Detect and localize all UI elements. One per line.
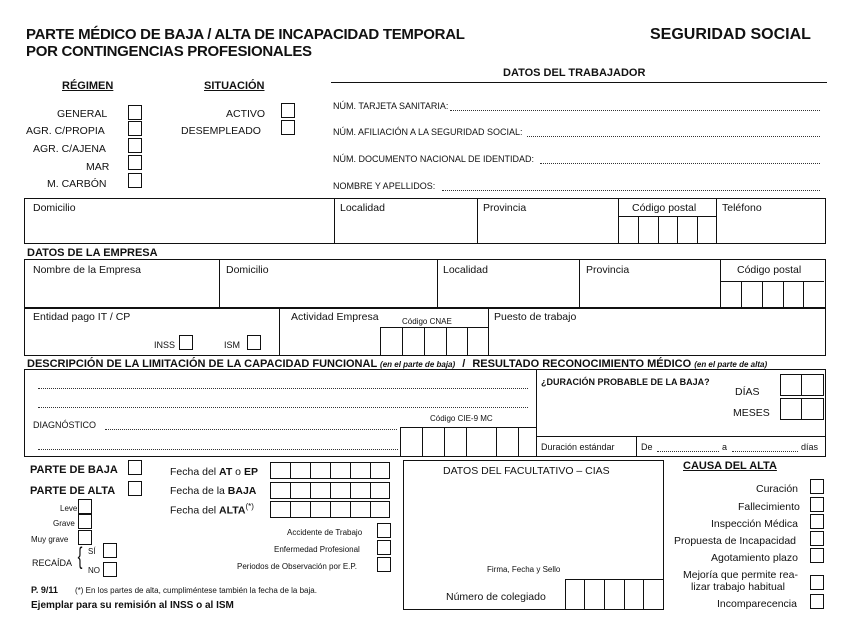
duracion-a-field[interactable] [732,451,798,452]
causa-propuesta-label: Propuesta de Incapacidad [674,535,797,547]
firma-label: Firma, Fecha y Sello [487,565,561,574]
colegiado-label: Número de colegiado [446,591,546,603]
cie-cells[interactable] [402,429,534,453]
trabajador-cp-cells[interactable] [620,218,715,242]
muy-grave-label: Muy grave [31,535,69,544]
nombre-label: NOMBRE Y APELLIDOS: [333,181,436,191]
causa-inspeccion-checkbox[interactable] [810,514,824,529]
ism-checkbox[interactable] [247,335,261,350]
form-code: P. 9/11 [31,585,58,595]
inss-checkbox[interactable] [179,335,193,350]
recaida-label: RECAÍDA [32,558,73,568]
periodos-label: Periodos de Observación por E.P. [237,562,357,571]
cie-label: Código CIE-9 MC [430,414,493,423]
entidad-label: Entidad pago IT / CP [33,311,131,323]
limitacion-heading-text: DESCRIPCIÓN DE LA LIMITACIÓN DE LA CAPACIDAD FUNCIONAL [27,358,377,370]
cnae-label: Código CNAE [402,317,452,326]
regimen-carbon-checkbox[interactable] [128,173,142,188]
brand-seguridad-social: SEGURIDAD SOCIAL [650,26,811,43]
dias-cell-1[interactable] [780,374,802,396]
trabajador-telefono-label: Teléfono [722,202,762,214]
duracion-question: ¿DURACIÓN PROBABLE DE LA BAJA? [541,377,710,387]
empresa-nombre-label: Nombre de la Empresa [33,264,141,276]
inss-label: INSS [154,340,176,350]
regimen-general-label: GENERAL [57,108,108,120]
footer-note: (*) En los partes de alta, cumpliméntese también la fecha de la baja. [75,586,317,595]
form-title-line2: POR CONTINGENCIAS PROFESIONALES [26,43,312,60]
dni-label: NÚM. DOCUMENTO NACIONAL DE IDENTIDAD: [333,154,535,164]
limitacion-line-1[interactable] [38,388,528,389]
afiliacion-field[interactable] [527,136,820,137]
resultado-heading-note: (en el parte de alta) [694,360,768,369]
regimen-agr-ajena-label: AGR. C/AJENA [33,143,106,155]
recaida-no-label: NO [88,566,100,575]
regimen-heading: RÉGIMEN [62,80,114,92]
enfermedad-checkbox[interactable] [377,540,391,555]
empresa-cp-cells[interactable] [722,283,822,306]
recaida-brace: { [77,543,83,570]
trabajador-heading: DATOS DEL TRABAJADOR [503,67,646,79]
situacion-activo-checkbox[interactable] [281,103,295,118]
fecha-at-b2: EP [243,466,258,478]
fecha-at-pre: Fecha del [170,466,220,478]
accidente-checkbox[interactable] [377,523,391,538]
duracion-a-label: a [722,442,728,452]
enfermedad-label: Enfermedad Profesional [274,545,360,554]
trabajador-cp-label: Código postal [632,202,697,214]
colegiado-cells[interactable] [567,581,661,607]
grave-label: Grave [53,519,75,528]
cnae-cells[interactable] [382,329,486,353]
tarjeta-label: NÚM. TARJETA SANITARIA: [333,101,449,111]
parte-baja-label: PARTE DE BAJA [30,464,118,476]
regimen-agr-ajena-checkbox[interactable] [128,138,142,153]
causa-curacion-label: Curación [756,483,799,495]
causa-agotamiento-label: Agotamiento plazo [711,552,798,564]
dias-cell-2[interactable] [801,374,824,396]
causa-curacion-checkbox[interactable] [810,479,824,494]
recaida-si-checkbox[interactable] [103,543,117,558]
grave-checkbox[interactable] [78,514,92,529]
causa-incomparecencia-checkbox[interactable] [810,594,824,609]
meses-cell-1[interactable] [780,398,802,420]
limitacion-separator: / [462,358,466,370]
afiliacion-label: NÚM. AFILIACIÓN A LA SEGURIDAD SOCIAL: [333,127,523,137]
actividad-label: Actividad Empresa [291,311,379,323]
parte-alta-label: PARTE DE ALTA [30,485,116,497]
duracion-std-label: Duración estándar [541,442,615,452]
limitacion-line-2[interactable] [38,407,528,408]
facultativo-heading: DATOS DEL FACULTATIVO – CIAS [443,465,610,477]
fecha-alta-sup: (*) [245,502,254,511]
dni-field[interactable] [540,163,820,164]
duracion-de-label: De [641,442,653,452]
regimen-agr-propia-label: AGR. C/PROPIA [26,125,105,137]
meses-cell-2[interactable] [801,398,824,420]
causa-incomparecencia-label: Incomparecencia [717,598,797,610]
fecha-baja-pre: Fecha de la [170,485,228,497]
periodos-checkbox[interactable] [377,557,391,572]
dias-label: DÍAS [735,386,760,398]
fecha-at-label [170,466,258,478]
causa-mejoria-checkbox[interactable] [810,575,824,590]
regimen-mar-label: MAR [86,161,110,173]
fecha-alta-label [170,502,254,517]
causa-inspeccion-label: Inspección Médica [711,518,798,530]
trabajador-provincia-label: Provincia [483,202,527,214]
situacion-heading: SITUACIÓN [204,80,265,92]
causa-agotamiento-checkbox[interactable] [810,548,824,563]
causa-heading: CAUSA DEL ALTA [683,460,777,472]
leve-checkbox[interactable] [78,499,92,514]
diagnostico-line-2[interactable] [38,449,398,450]
trabajador-domicilio-label: Domicilio [33,202,76,214]
situacion-activo-label: ACTIVO [226,108,266,120]
footer-ejemplar: Ejemplar para su remisión al INSS o al ISM [31,600,234,611]
limitacion-heading-note: (en el parte de baja) [380,360,456,369]
empresa-cp-label: Código postal [737,264,802,276]
accidente-label: Accidente de Trabajo [287,528,363,537]
fecha-at-b: AT [219,466,233,478]
recaida-si-label: SÍ [88,547,96,556]
causa-propuesta-checkbox[interactable] [810,531,824,546]
causa-fallecimiento-checkbox[interactable] [810,497,824,512]
causa-fallecimiento-label: Fallecimiento [738,501,800,513]
empresa-provincia-label: Provincia [586,264,630,276]
diagnostico-line-1[interactable] [105,429,397,430]
fecha-baja-label [170,485,256,497]
ism-label: ISM [224,340,241,350]
duracion-dias-label: días [801,442,819,452]
regimen-general-checkbox[interactable] [128,105,142,120]
form-title-line1: PARTE MÉDICO DE BAJA / ALTA DE INCAPACIDAD TEMPORAL [26,26,465,43]
empresa-row1 [24,259,826,309]
empresa-localidad-label: Localidad [443,264,488,276]
fecha-alta-pre: Fecha del [170,504,220,517]
fecha-alta-b: ALTA [219,504,246,517]
fecha-at-mid: o [232,466,244,478]
parte-alta-checkbox[interactable] [128,481,142,496]
nombre-field[interactable] [442,190,820,191]
duracion-de-field[interactable] [657,451,719,452]
regimen-carbon-label: M. CARBÓN [47,178,107,190]
situacion-desempleado-label: DESEMPLEADO [181,125,261,137]
resultado-heading-text: RESULTADO RECONOCIMIENTO MÉDICO [472,358,692,370]
parte-baja-checkbox[interactable] [128,460,142,475]
diagnostico-label: DIAGNÓSTICO [33,420,97,430]
empresa-heading: DATOS DE LA EMPRESA [27,247,158,259]
causa-mejoria-label-2: lizar trabajo habitual [691,581,785,593]
trabajador-localidad-label: Localidad [340,202,385,214]
puesto-label: Puesto de trabajo [494,311,577,323]
regimen-agr-propia-checkbox[interactable] [128,121,142,136]
meses-label: MESES [733,407,770,419]
leve-label: Leve [60,504,78,513]
empresa-domicilio-label: Domicilio [226,264,269,276]
situacion-desempleado-checkbox[interactable] [281,120,295,135]
causa-mejoria-label-1: Mejoría que permite rea- [683,569,798,581]
recaida-no-checkbox[interactable] [103,562,117,577]
tarjeta-field[interactable] [450,110,820,111]
regimen-mar-checkbox[interactable] [128,155,142,170]
fecha-baja-b: BAJA [227,485,257,497]
